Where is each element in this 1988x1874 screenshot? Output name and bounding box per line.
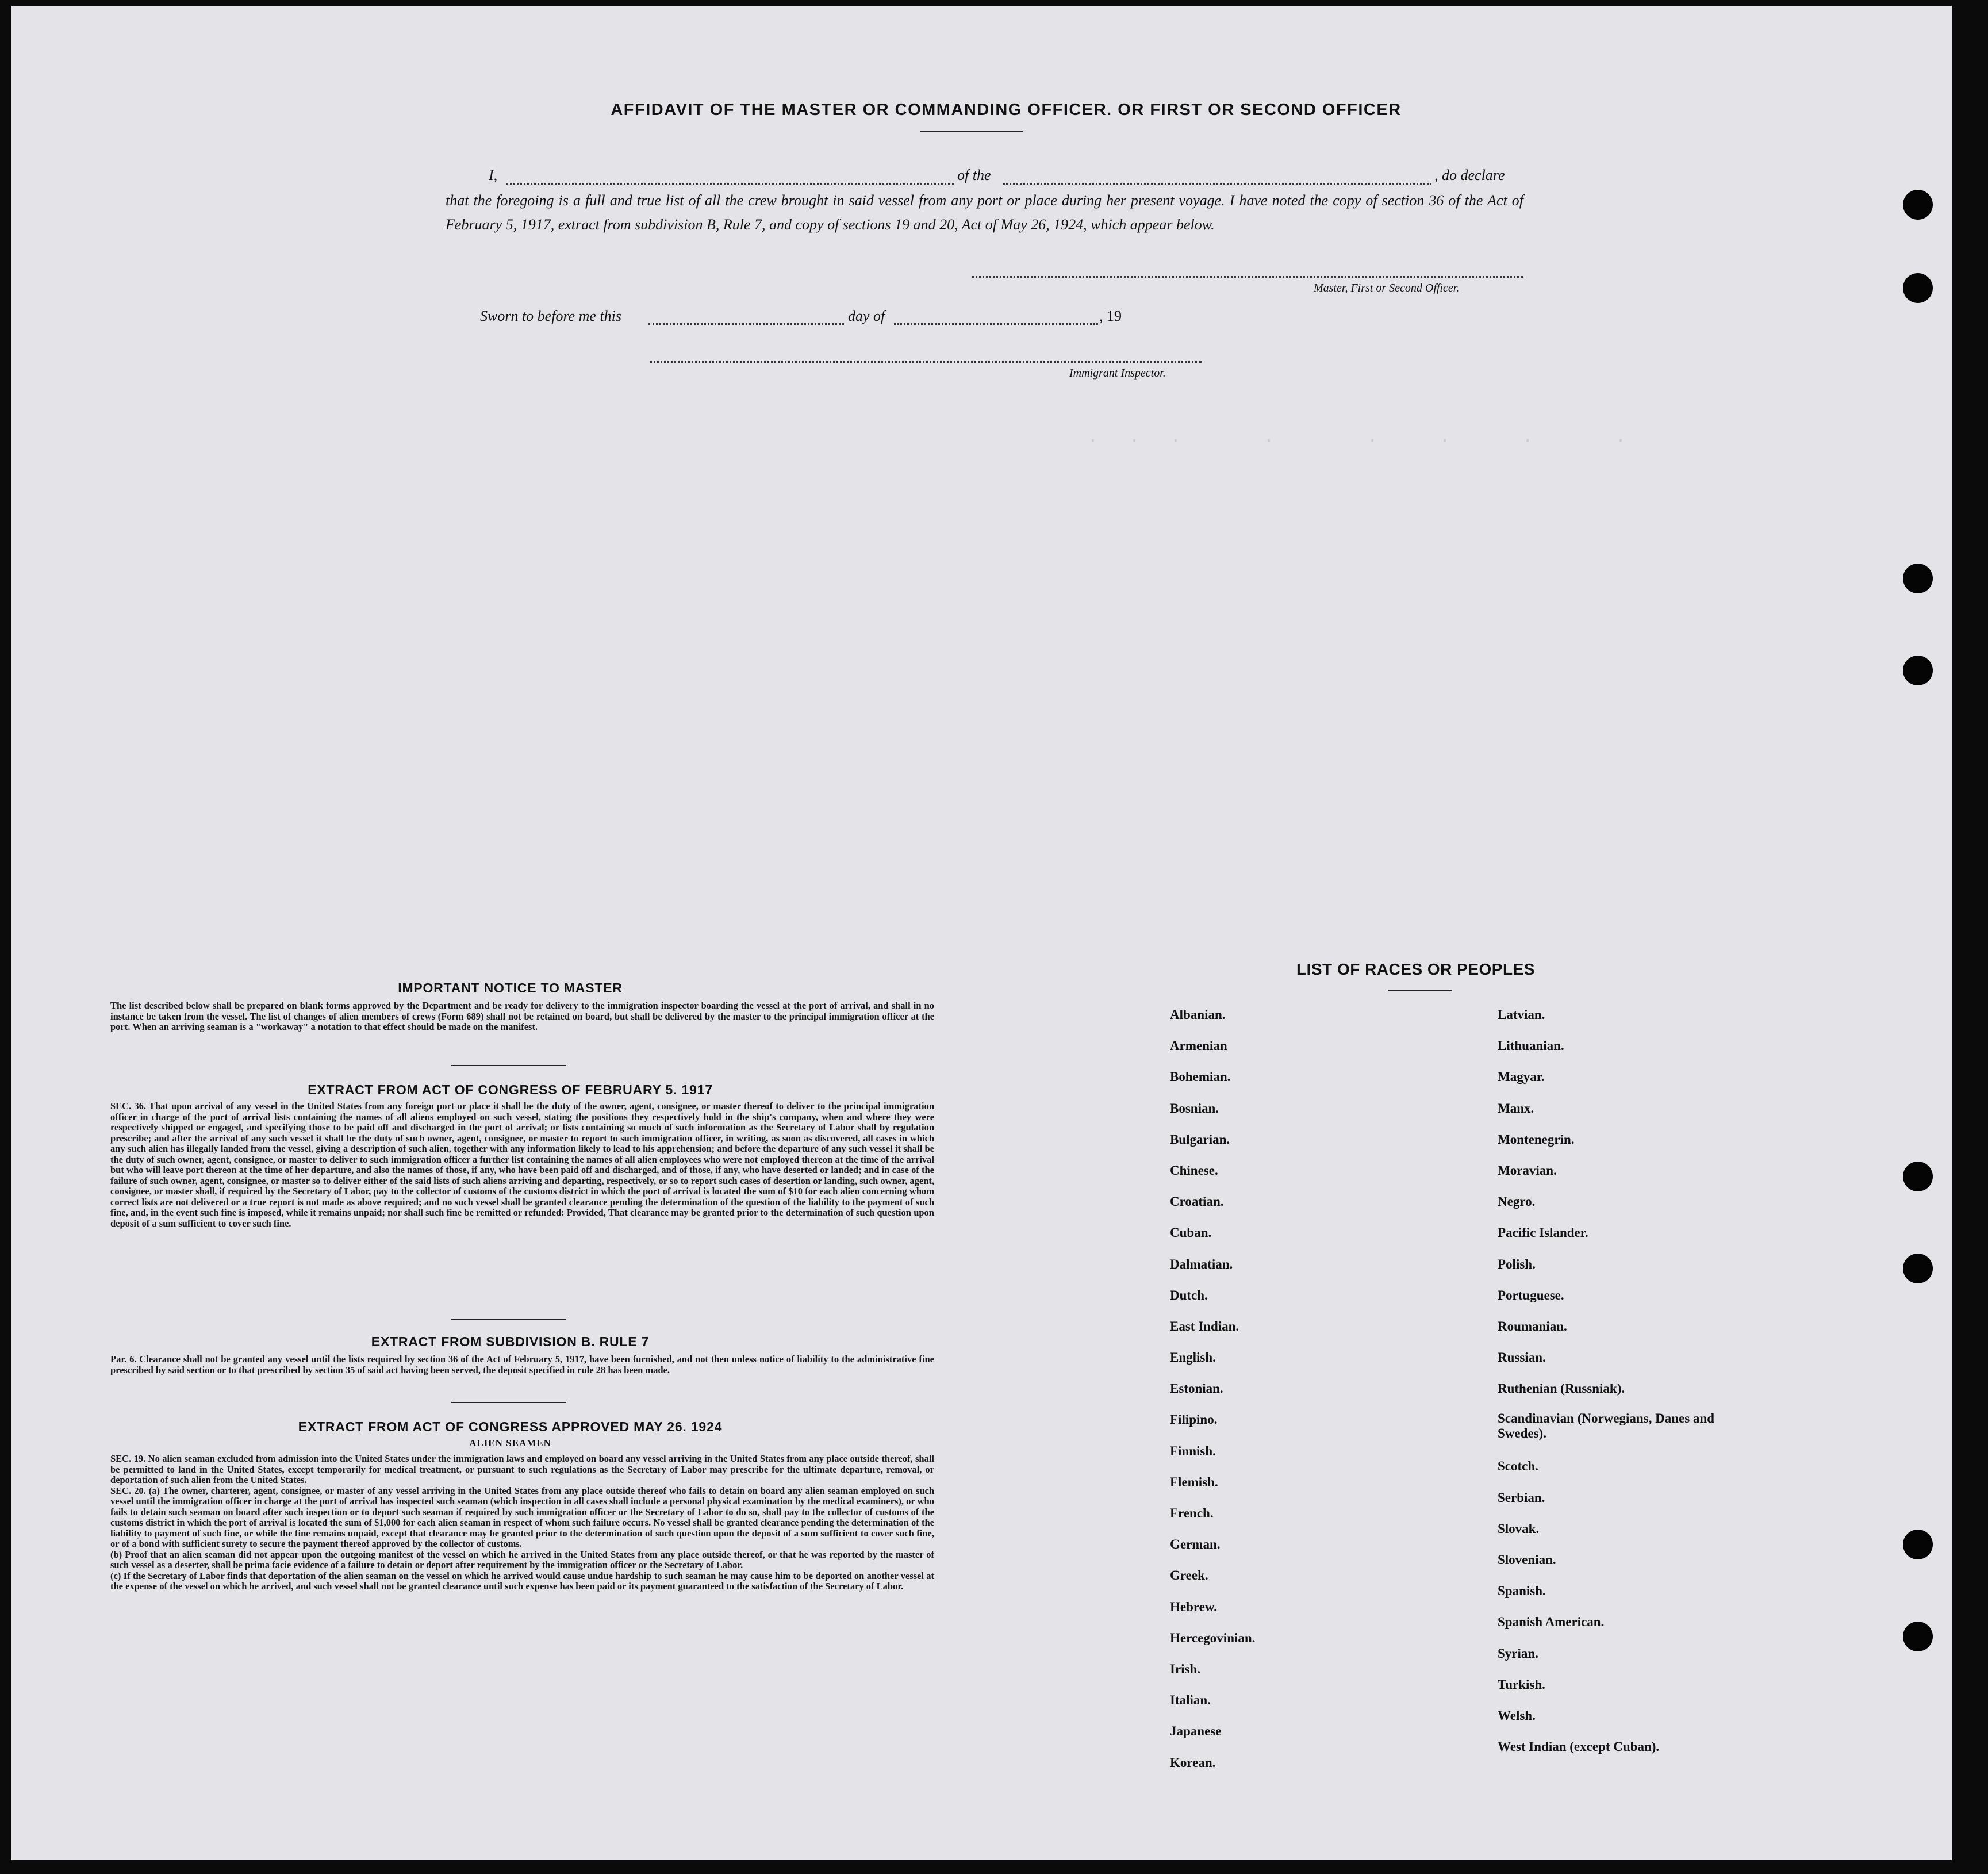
do-declare-label: , do declare	[1434, 167, 1505, 183]
notice-title: IMPORTANT NOTICE TO MASTER	[398, 980, 623, 995]
year-prefix: , 19	[1099, 308, 1122, 324]
race-item: Hebrew.	[1170, 1599, 1217, 1614]
race-item: Magyar.	[1498, 1070, 1545, 1084]
sec20c-paragraph: (c) If the Secretary of Labor finds that deportation of the alien seaman on the vessel on which he arrived would cause undue hardship to such seaman he may cause him to be deported on another vessel at the expense of the vessel on which he arrived, and such vessel shall not be granted clearance until such expense has been paid or its payment guaranteed to the satisfaction of the Secretary of Labor.	[110, 1570, 934, 1592]
punch-hole	[1903, 1254, 1933, 1283]
punch-hole	[1903, 190, 1933, 220]
punch-hole	[1903, 273, 1933, 303]
races-right-column	[1498, 1006, 1739, 1769]
race-item: Ruthenian (Russniak).	[1498, 1381, 1625, 1396]
race-item: Welsh.	[1498, 1708, 1536, 1723]
extract-rule7-text	[86, 1354, 934, 1375]
day-of-label: day of	[848, 308, 885, 324]
race-item: Finnish.	[1170, 1443, 1216, 1458]
extract-1917-text	[86, 1101, 934, 1229]
punch-hole	[1903, 1622, 1933, 1651]
race-item: Japanese	[1170, 1724, 1222, 1739]
divider	[451, 1402, 566, 1403]
race-item: Portuguese.	[1498, 1287, 1564, 1302]
race-item: Polish.	[1498, 1256, 1536, 1271]
race-item: Scandinavian (Norwegians, Danes and Swedes).	[1498, 1411, 1715, 1441]
punch-hole	[1903, 656, 1933, 685]
race-item: Albanian.	[1170, 1007, 1226, 1022]
notice-text	[86, 1001, 934, 1033]
race-item: Irish.	[1170, 1661, 1201, 1676]
race-item: Slovak.	[1498, 1521, 1540, 1536]
race-item: Moravian.	[1498, 1163, 1557, 1178]
inspector-label: Immigrant Inspector.	[1069, 367, 1166, 380]
race-item: Pacific Islander.	[1498, 1225, 1588, 1240]
race-item: Estonian.	[1170, 1381, 1223, 1396]
race-item: English.	[1170, 1350, 1216, 1365]
race-item: Dutch.	[1170, 1287, 1208, 1302]
race-item: Serbian.	[1498, 1490, 1545, 1505]
punch-hole	[1903, 1162, 1933, 1191]
extract-rule7-title: EXTRACT FROM SUBDIVISION B. RULE 7	[371, 1334, 650, 1349]
sworn-day-blank[interactable]	[648, 323, 844, 325]
race-item: Cuban.	[1170, 1225, 1212, 1240]
race-item: Russian.	[1498, 1350, 1546, 1365]
bleed-through: . . . . . . . .	[1088, 428, 1626, 447]
race-item: Spanish American.	[1498, 1615, 1605, 1630]
race-item: Greek.	[1170, 1568, 1208, 1583]
races-left-column	[1170, 1006, 1255, 1785]
race-item: German.	[1170, 1537, 1221, 1552]
affidavit-body	[446, 189, 1523, 237]
notice-paragraph: The list described below shall be prepared on blank forms approved by the Department and be ready for delivery to the immigration inspector boarding the vessel at the port of arrival, and shall in no instance be taken from the vessel. The list of changes of alien members of crews (Form 689) shall not be retained on board, but shall be delivered by the master to the principal immigration officer at the port. When an arriving seaman is a "workaway" a notation to that effect should be made on the manifest.	[110, 1000, 934, 1032]
extract-1924-subtitle: ALIEN SEAMEN	[469, 1438, 551, 1448]
race-item: Hercegovinian.	[1170, 1630, 1256, 1645]
race-item: Italian.	[1170, 1693, 1211, 1708]
punch-hole	[1903, 1530, 1933, 1559]
race-item: Syrian.	[1498, 1646, 1538, 1661]
race-item: Korean.	[1170, 1755, 1216, 1770]
race-item: Dalmatian.	[1170, 1256, 1233, 1271]
extract-1924-title: EXTRACT FROM ACT OF CONGRESS APPROVED MAY 26. 1924	[298, 1419, 723, 1434]
race-item: Bulgarian.	[1170, 1132, 1230, 1147]
race-item: Bohemian.	[1170, 1070, 1231, 1084]
affidavit-body-text: that the foregoing is a full and true list of all the crew brought in said vessel from any port or place during her present voyage. I have noted the copy of section 36 of the Act of February 5, 1917, extract from subdivision B, Rule 7, and copy of sections 19 and 20, Act of May 26, 1924, which appear below.	[446, 192, 1523, 233]
master-signature-line[interactable]	[972, 276, 1523, 278]
sworn-label: Sworn to before me this	[480, 308, 622, 324]
race-item: East Indian.	[1170, 1319, 1239, 1333]
race-item: Spanish.	[1498, 1584, 1546, 1599]
race-item: Negro.	[1498, 1194, 1536, 1209]
races-underline	[1388, 990, 1452, 991]
document-page	[11, 6, 1952, 1860]
race-item: West Indian (except Cuban).	[1498, 1739, 1660, 1754]
sec20b-paragraph: (b) Proof that an alien seaman did not appear upon the outgoing manifest of the vessel on which he arrived in the United States from any place outside thereof, or that he was reported by the master of such vessel as a deserter, shall be prima facie evidence of a failure to detain or deport after requirement by the immigration officer or the Secretary of Labor.	[110, 1549, 934, 1570]
master-signature-label: Master, First or Second Officer.	[1314, 282, 1460, 294]
name-blank[interactable]	[506, 183, 954, 185]
of-the-label: of the	[957, 167, 991, 183]
extract-rule7-paragraph: Par. 6. Clearance shall not be granted any vessel until the lists required by section 36 of the Act of February 5, 1917, have been furnished, and not then unless notice of liability to the administrative fine prescribed by said section or to that prescribed by section 35 of said act having been served, the deposit specified in rule 28 has been made.	[110, 1354, 934, 1375]
divider	[451, 1065, 566, 1066]
race-item: Lithuanian.	[1498, 1038, 1564, 1053]
race-item: Croatian.	[1170, 1194, 1224, 1209]
extract-1917-paragraph: SEC. 36. That upon arrival of any vessel in the United States from any foreign port or place it shall be the duty of the owner, agent, consignee, or master thereof to deliver to the principal immigration officer in charge of the port of arrival lists containing the names of all aliens employed on such vessel, stating the positions they respectively hold in the ship's company, when and where they were respectively shipped or engaged, and specifying those to be paid off and discharged in the port of arrival; or lists containing so much of such information as the Secretary of Labor shall by regulation prescribe; and after the arrival of any such vessel it shall be the duty of such owner, agent, consignee, or master to report to such immigration officer, in writing, as soon as discovered, all cases in which any such alien has illegally landed from the vessel, giving a description of such alien, together with any information likely to lead to his apprehension; and before the departure of any such vessel it shall be the duty of such owner, agent, consignee, or master to deliver to such immigration officer a further list containing the names of all alien employees who were not employed thereon at the time of the arrival but who will leave port thereon at the time of her departure, and also the names of those, if any, who have been paid off and discharged, and of those, if any, who have deserted or landed; and in case of the failure of such owner, agent, consignee, or master so to deliver either of the said lists of such aliens arriving and departing, respectively, or so to report such cases of desertion or landing, such owner, agent, consignee, or master shall, if required by the Secretary of Labor, pay to the collector of customs of the customs district in which the port of arrival is located the sum of $10 for each alien concerning whom correct lists are not delivered or a true report is not made as above required; and no such vessel shall be granted clearance pending the determination of the question of the liability to the payment of such fine, and, in the event such fine is imposed, while it remains unpaid; nor shall such fine be remitted or refunded: Provided, That clearance may be granted prior to the determination of such question upon deposit of a sum sufficient to cover such fine.	[110, 1101, 934, 1229]
vessel-blank[interactable]	[1003, 183, 1431, 185]
race-item: Turkish.	[1498, 1677, 1545, 1692]
declare-start: I,	[489, 167, 498, 183]
sworn-month-blank[interactable]	[894, 323, 1098, 325]
punch-hole	[1903, 564, 1933, 593]
race-item: Bosnian.	[1170, 1101, 1219, 1116]
affidavit-title: AFFIDAVIT OF THE MASTER OR COMMANDING OFFICER. OR FIRST OR SECOND OFFICER	[611, 101, 1402, 119]
divider	[451, 1319, 566, 1320]
inspector-signature-line[interactable]	[650, 361, 1202, 363]
declaration-line	[446, 167, 1523, 190]
race-item: Latvian.	[1498, 1007, 1545, 1022]
race-item: Flemish.	[1170, 1474, 1218, 1489]
race-item: Slovenian.	[1498, 1553, 1556, 1567]
race-item: Manx.	[1498, 1101, 1534, 1116]
sec19-paragraph: SEC. 19. No alien seaman excluded from admission into the United States under the immigration laws and employed on board any vessel arriving in the United States from any place outside thereof, shall be permitted to land in the United States, except temporarily for medical treatment, or pursuant to such regulations as the Secretary of Labor may prescribe for the ultimate departure, removal, or deportation of such alien from the United States.	[110, 1453, 934, 1485]
title-underline	[920, 131, 1023, 132]
race-item: Chinese.	[1170, 1163, 1218, 1178]
extract-1924-text	[86, 1454, 934, 1592]
race-item: Scotch.	[1498, 1459, 1538, 1474]
races-title: LIST OF RACES OR PEOPLES	[1296, 960, 1535, 978]
race-item: Filipino.	[1170, 1412, 1218, 1427]
race-item: Armenian	[1170, 1038, 1227, 1053]
race-item: Montenegrin.	[1498, 1132, 1575, 1147]
race-item: French.	[1170, 1506, 1214, 1520]
sec20a-paragraph: SEC. 20. (a) The owner, charterer, agent, consignee, or master of any vessel arriving in the United States from any place outside thereof who fails to detain on board any alien seaman employed on such vessel until the immigration officer in charge at the port of arrival has inspected such seaman (which inspection in all cases shall include a personal physical examination by the medical examiners), or who fails to detain such seaman on board after such inspection or to deport such seaman if required by such immigration officer or the Secretary of Labor to do so, shall pay to the collector of customs of the customs district in which the port of arrival is located the sum of $1,000 for each alien seaman in respect of whom such failure occurs. No vessel shall be granted clearance pending the determination of the liability to payment of such fine, or while the fine remains unpaid, except that clearance may be granted prior to the determination of such question upon the deposit of a sum sufficient to cover such fine, or of a bond with sufficient surety to secure the payment thereof approved by the collector of customs.	[110, 1485, 934, 1549]
extract-1917-title: EXTRACT FROM ACT OF CONGRESS OF FEBRUARY 5. 1917	[308, 1082, 713, 1097]
race-item: Roumanian.	[1498, 1319, 1567, 1333]
